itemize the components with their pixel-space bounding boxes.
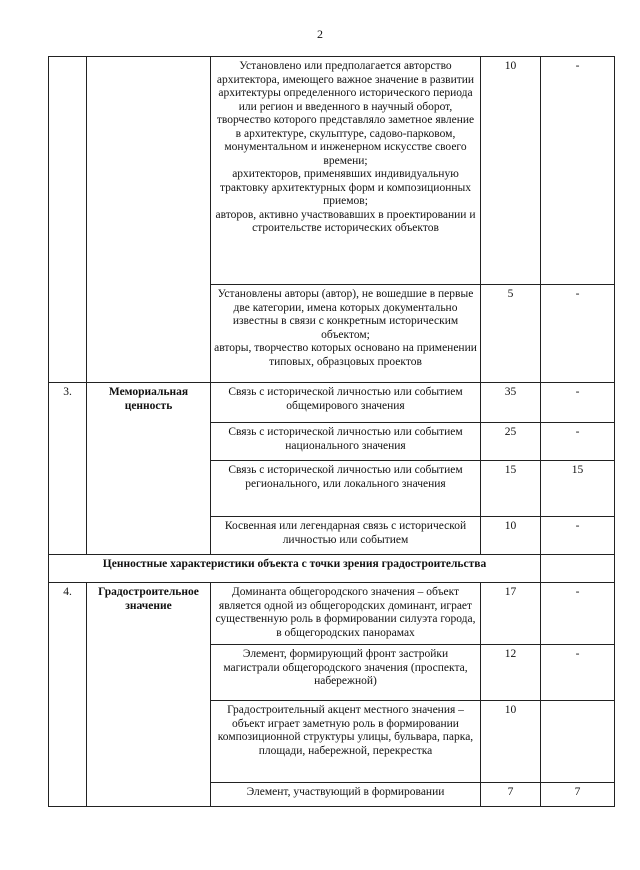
assigned-score: - [541, 583, 615, 645]
max-score: 5 [481, 285, 541, 383]
assigned-score: 7 [541, 783, 615, 807]
assigned-score: - [541, 517, 615, 555]
max-score: 15 [481, 461, 541, 517]
section-heading: Ценностные характеристики объекта с точки зрения градостроительства [49, 555, 541, 583]
table-row [49, 583, 615, 645]
page-number: 2 [317, 27, 323, 41]
table-row [49, 57, 615, 285]
group-number: 4. [49, 583, 87, 807]
criterion-text: Градостроительный акцент местного значения – объект играет заметную роль в формировании композиционной структуры улицы, бульвара, парка, площади, набережной, перекрестка [211, 701, 481, 783]
criterion-text: Косвенная или легендарная связь с исторической личностью или событием [211, 517, 481, 555]
valuation-table [48, 56, 615, 807]
max-score: 25 [481, 423, 541, 461]
criterion-text: Связь с исторической личностью или событием общемирового значения [211, 383, 481, 423]
max-score: 12 [481, 645, 541, 701]
criterion-text: Связь с исторической личностью или событием регионального, или локального значения [211, 461, 481, 517]
criterion-text: Элемент, формирующий фронт застройки магистрали общегородского значения (проспекта, набережной) [211, 645, 481, 701]
criterion-text: Установлено или предполагается авторство архитектора, имеющего важное значение в развитии архитектуры определенного исторического периода или регион и введенного в научный оборот, творчество которого представляло заметное явление в архитектуре, скульптуре, садово-парковом, монументальном и инженерном искусстве своего времени; архитекторов, применявших индивидуальную трактовку архитектурных форм и композиционных приемов; авторов, активно участвовавших в проектировании и строительстве исторических объектов [211, 57, 481, 285]
max-score: 35 [481, 383, 541, 423]
criterion-text: Связь с исторической личностью или событием национального значения [211, 423, 481, 461]
criterion-text: Доминанта общегородского значения – объект является одной из общегородских доминант, играет существенную роль в формировании силуэта города, в общегородских панорамах [211, 583, 481, 645]
section-row [49, 555, 615, 583]
group-name: Мемориальная ценность [87, 383, 211, 555]
row-number-cell [49, 57, 87, 383]
max-score: 7 [481, 783, 541, 807]
assigned-score: - [541, 285, 615, 383]
criterion-text: Элемент, участвующий в формировании [211, 783, 481, 807]
group-name: Градостроительное значение [87, 583, 211, 807]
assigned-score: - [541, 383, 615, 423]
assigned-score: - [541, 423, 615, 461]
assigned-score [541, 701, 615, 783]
criterion-text: Установлены авторы (автор), не вошедшие в первые две категории, имена которых документально известны в связи с конкретным историческим объектом; авторы, творчество которых основано на применении типовых, образцовых проектов [211, 285, 481, 383]
max-score: 10 [481, 701, 541, 783]
group-number: 3. [49, 383, 87, 555]
empty-cell [541, 555, 615, 583]
max-score: 10 [481, 57, 541, 285]
max-score: 10 [481, 517, 541, 555]
table-row [49, 383, 615, 423]
assigned-score: - [541, 57, 615, 285]
assigned-score: 15 [541, 461, 615, 517]
max-score: 17 [481, 583, 541, 645]
assigned-score: - [541, 645, 615, 701]
criterion-name-cell [87, 57, 211, 383]
